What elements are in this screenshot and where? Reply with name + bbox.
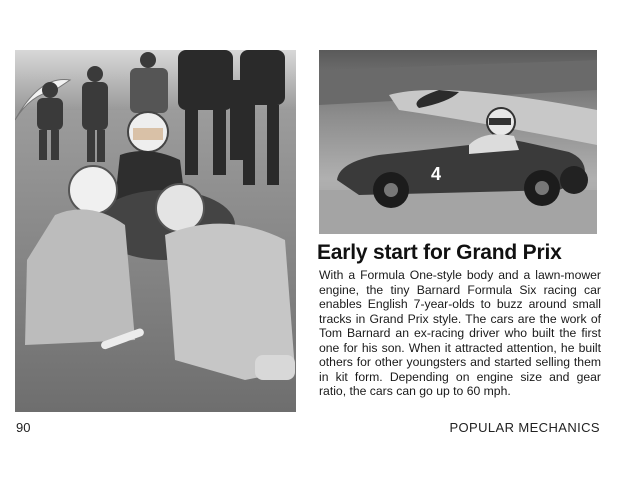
children-with-helmets-photo: [15, 50, 296, 412]
photo-right-illustration: [319, 50, 597, 234]
car-number: 4: [431, 164, 442, 184]
page-number: 90: [16, 420, 31, 435]
article-headline: Early start for Grand Prix: [317, 241, 562, 264]
racing-car-photo: [319, 50, 597, 234]
article-body: With a Formula One-style body and a lawn-mower engine, the tiny Barnard Formula Six racing car enables English 7-year-olds to buzz around small tracks in Grand Prix style. The cars are the work of Tom Barnard an ex-racing driver who built the first one for his son. When it attracted attention, he built others for other youngsters and started selling them in kit form. Depending on engine size and gear ratio, the cars can go up to 60 mph.: [319, 268, 601, 398]
photo-left-illustration: [15, 50, 296, 412]
publication-name: POPULAR MECHANICS: [449, 420, 600, 435]
